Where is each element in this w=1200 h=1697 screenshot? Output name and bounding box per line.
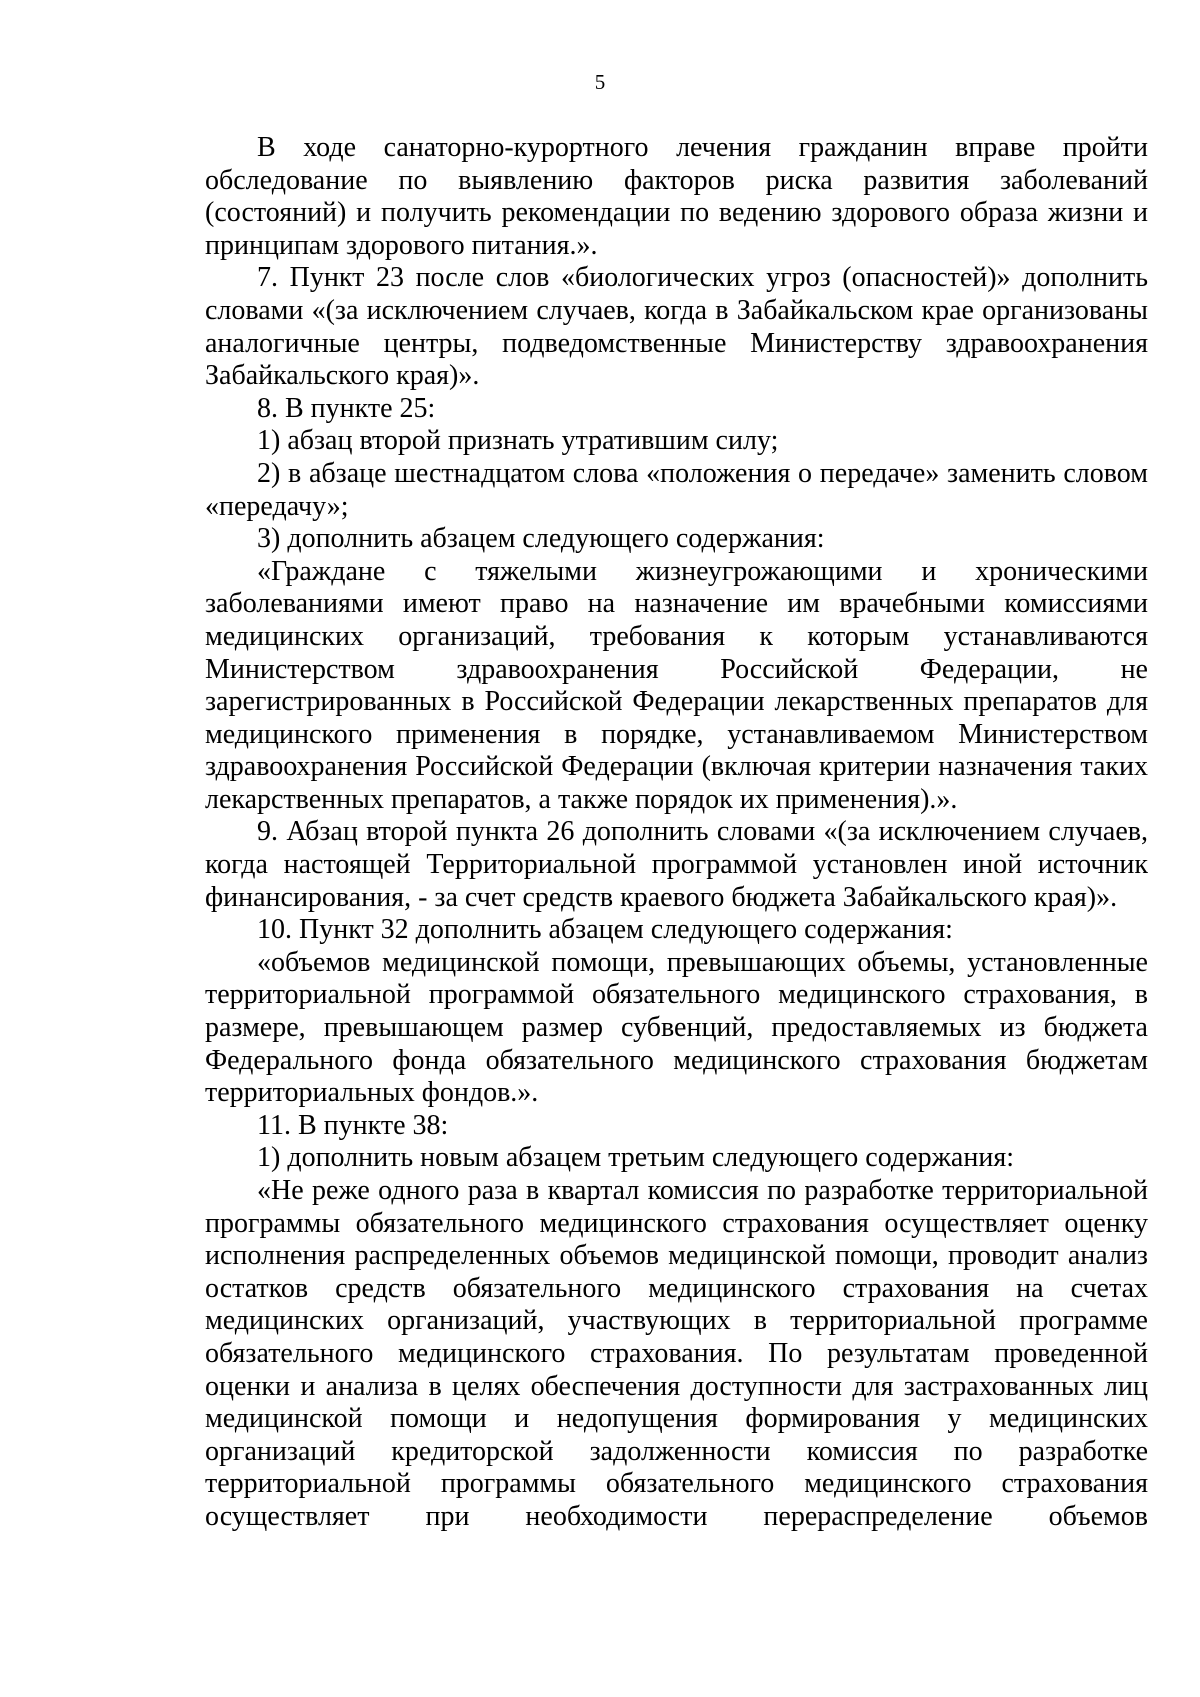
paragraph-item-10: 10. Пункт 32 дополнить абзацем следующего содержания:: [257, 914, 953, 946]
paragraph-item-9: 9. Абзац второй пункта 26 дополнить словами «(за исключением случаев, когда настоящей Территориальной программой установлен иной источник финансирования, - за счет средств краевого бюджета Забайкальского края)».: [205, 816, 1148, 913]
page-number: 5: [594, 70, 606, 94]
document-body: [205, 132, 1148, 1534]
paragraph-unregistered-drugs: «Граждане с тяжелыми жизнеугрожающими и хроническими заболеваниями имеют право на назначение им врачебными комиссиями медицинских организаций, требования к которым устанавливаются Министерством здравоохранения Российской Федерации, не зарегистрированных в Российской Федерации лекарственных препаратов для медицинского применения в порядке, устанавливаемом Министерством здравоохранения Российской Федерации (включая критерии назначения таких лекарственных препаратов, а также порядок их применения).».: [205, 555, 1148, 815]
paragraph-item-8-sub-1: 1) абзац второй признать утратившим силу;: [257, 425, 779, 457]
paragraph-item-8-sub-2: 2) в абзаце шестнадцатом слова «положения о передаче» заменить словом «передачу»;: [205, 457, 1148, 522]
paragraph-medical-care-volumes: «объемов медицинской помощи, превышающих объемы, установленные территориальной программой обязательного медицинского страхования, в размере, превышающем размер субвенций, предоставляемых из бюджета Федерального фонда обязательного медицинского страхования бюджетам территориальных фондов.».: [205, 946, 1148, 1109]
paragraph-quarterly-commission: «Не реже одного раза в квартал комиссия по разработке территориальной программы обязательного медицинского страхования осуществляет оценку исполнения распределенных объемов медицинской помощи, проводит анализ остатков средств обязательного медицинского страхования на счетах медицинских организаций, участвующих в территориальной программе обязательного медицинского страхования. По результатам проведенной оценки и анализа в целях обеспечения доступности для застрахованных лиц медицинской помощи и недопущения формирования у медицинских организаций кредиторской задолженности комиссия по разработке территориальной программы обязательного медицинского страхования осуществляет при необходимости перераспределение объемов: [205, 1175, 1148, 1532]
paragraph-item-11: 11. В пункте 38:: [257, 1109, 449, 1141]
paragraph-sanatorium-treatment: В ходе санаторно-курортного лечения гражданин вправе пройти обследование по выявлению факторов риска развития заболеваний (состояний) и получить рекомендации по ведению здорового образа жизни и принципам здорового питания.».: [205, 132, 1148, 261]
paragraph-item-7: 7. Пункт 23 после слов «биологических угроз (опасностей)» дополнить словами «(за исключением случаев, когда в Забайкальском крае организованы аналогичные центры, подведомственные Министерству здравоохранения Забайкальского края)».: [205, 262, 1148, 392]
paragraph-item-8-sub-3: 3) дополнить абзацем следующего содержания:: [257, 523, 825, 555]
paragraph-item-11-sub-1: 1) дополнить новым абзацем третьим следующего содержания:: [257, 1142, 1014, 1174]
paragraph-item-8: 8. В пункте 25:: [257, 392, 436, 424]
